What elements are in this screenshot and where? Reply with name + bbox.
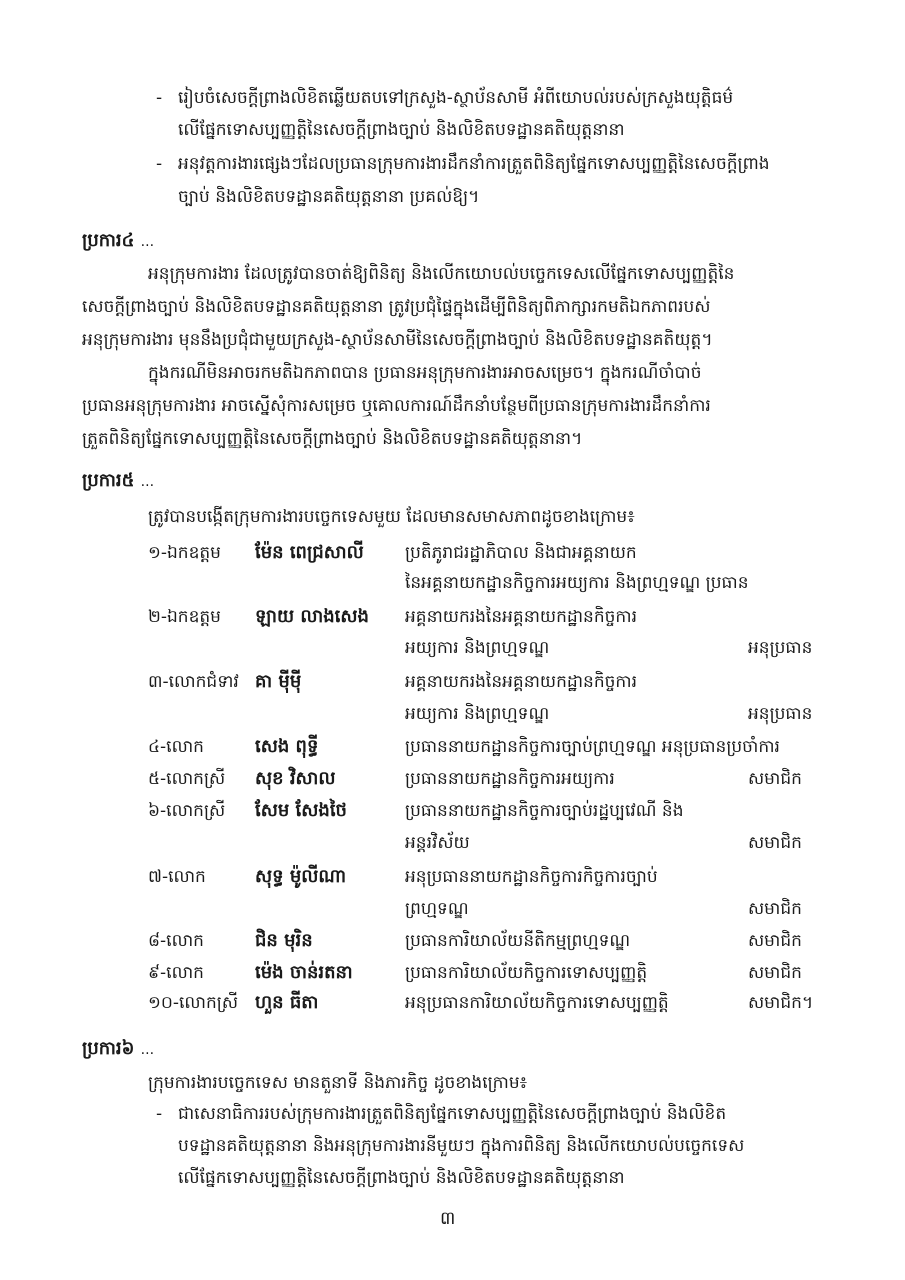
intro-bullet-2-line-1: អនុវត្តការងារផ្សេងៗដែលប្រធានក្រុមការងារដឹកនាំការត្រួតពិនិត្យផ្នែកទោសប្បញ្ញត្តិនៃសេចក្តីព្រាង	[178, 154, 770, 174]
member-4-prefix: ៤-លោក	[148, 737, 204, 757]
article-5-dots: ...	[140, 474, 155, 490]
bullet-dash: -	[156, 154, 163, 174]
member-5-role: សមាជិក	[748, 769, 802, 789]
member-6-prefix: ៦-លោកស្រី	[148, 801, 226, 821]
article-6-bullet-line-1: ជាសេនាធិការរបស់ក្រុមការងារត្រួតពិនិត្យផ្នែកទោសប្បញ្ញត្តិនៃសេចក្តីព្រាងច្បាប់ និងលិខិត	[178, 1104, 727, 1124]
member-3-name: គា មុីមុី	[255, 671, 302, 692]
member-10-prefix: ១០-លោកស្រី	[148, 993, 239, 1013]
article-4-title: ប្រការ៤	[82, 230, 135, 251]
bullet-dash: -	[156, 1104, 163, 1124]
article-5-title: ប្រការ៥	[82, 470, 135, 491]
member-2-role: អនុប្រធាន	[748, 638, 813, 658]
member-2-prefix: ២-ឯកឧត្តម	[148, 607, 221, 627]
member-6-position-line-1: ប្រធាននាយកដ្ឋានកិច្ចការច្បាប់រដ្ឋប្បវេណី និង	[405, 801, 684, 821]
member-8-prefix: ៨-លោក	[148, 931, 204, 951]
member-8-role: សមាជិក	[748, 931, 802, 951]
member-4-name: សេង ពុទ្ធី	[255, 736, 319, 757]
member-8-position-line-1: ប្រធានការិយាល័យនីតិកម្មព្រហ្មទណ្ឌ	[405, 931, 631, 951]
article-4-para2-line-2: ប្រធានអនុក្រុមការងារ អាចស្នើសុំការសម្រេច ឬគោលការណ៍ដឹកនាំបន្ថែមពីប្រធានក្រុមការងារដឹកនាំការ	[82, 396, 711, 416]
article-6-title: ប្រការ៦	[82, 1038, 135, 1059]
member-2-position-line-2: អយ្យការ និងព្រហ្មទណ្ឌ	[405, 638, 550, 658]
article-6-intro: ក្រុមការងារបច្ចេកទេស មានតួនាទី និងភារកិច្ច ដូចខាងក្រោម៖	[148, 1073, 528, 1093]
member-9-position-line-1: ប្រធានការិយាល័យកិច្ចការទោសប្បញ្ញត្តិ	[405, 963, 648, 983]
member-3-position-line-1: អគ្គនាយករងនៃអគ្គនាយកដ្ឋានកិច្ចការ	[405, 672, 638, 692]
article-5-intro: ត្រូវបានបង្កើតក្រុមការងារបច្ចេកទេសមួយ ដែលមានសមាសភាពដូចខាងក្រោម៖	[148, 507, 635, 527]
article-6-dots: ...	[140, 1042, 155, 1058]
member-1-position-line-1: ប្រតិភូរាជរដ្ឋាភិបាល និងជាអគ្គនាយក	[405, 543, 637, 563]
bullet-dash: -	[156, 88, 163, 108]
article-4-para1-line-1: អនុក្រុមការងារ ដែលត្រូវបានចាត់ឱ្យពិនិត្យ និងលើកយោបល់បច្ចេកទេសលើផ្នែកទោសប្បញ្ញត្តិនៃ	[148, 264, 735, 284]
intro-bullet-1-line-2: លើផ្នែកទោសប្បញ្ញត្តិនៃសេចក្តីព្រាងច្បាប់ និងលិខិតបទដ្ឋានគតិយុត្តនានា	[178, 120, 625, 140]
member-8-name: ជិន មុរិន	[255, 930, 313, 951]
member-9-role: សមាជិក	[748, 963, 802, 983]
member-7-name: សុទ្ធ ម៉ូលីណា	[255, 866, 347, 887]
member-9-prefix: ៩-លោក	[148, 963, 204, 983]
member-3-position-line-2: អយ្យការ និងព្រហ្មទណ្ឌ	[405, 704, 550, 724]
article-6-bullet-line-3: លើផ្នែកទោសប្បញ្ញត្តិនៃសេចក្តីព្រាងច្បាប់ និងលិខិតបទដ្ឋានគតិយុត្តនានា	[178, 1168, 625, 1188]
member-7-role: សមាជិក	[748, 899, 802, 919]
article-6-bullet-line-2: បទដ្ឋានគតិយុត្តនានា និងអនុក្រុមការងារនីមួយៗ ក្នុងការពិនិត្យ និងលើកយោបល់បច្ចេកទេស	[178, 1136, 745, 1156]
article-4-heading	[82, 226, 154, 256]
member-1-prefix: ១-ឯកឧត្តម	[148, 543, 221, 563]
member-10-position-line-1: អនុប្រធានការិយាល័យកិច្ចការទោសប្បញ្ញត្តិ	[405, 993, 669, 1013]
member-7-position-line-2: ព្រហ្មទណ្ឌ	[405, 899, 469, 919]
article-4-para2-line-1: ក្នុងករណីមិនអាចរកមតិឯកភាពបាន ប្រធានអនុក្រុមការងារអាចសម្រេច។ ក្នុងករណីចាំបាច់	[148, 363, 702, 383]
intro-bullet-2-line-2: ច្បាប់ និងលិខិតបទដ្ឋានគតិយុត្តនានា ប្រគល់ឱ្យ។	[178, 187, 480, 207]
article-5-heading	[82, 466, 154, 496]
member-5-position-line-1: ប្រធាននាយកដ្ឋានកិច្ចការអយ្យការ	[405, 769, 615, 789]
member-9-name: ម៉េង ចាន់រតនា	[255, 962, 353, 983]
member-3-prefix: ៣-លោកជំទាវ	[148, 672, 239, 692]
member-10-role: សមាជិក។	[748, 993, 814, 1013]
member-6-role: សមាជិក	[748, 833, 802, 853]
member-7-position-line-1: អនុប្រធាននាយកដ្ឋានកិច្ចការកិច្ចការច្បាប់	[405, 867, 658, 887]
article-4-para1-line-3: អនុក្រុមការងារ មុននឹងប្រជុំជាមួយក្រសួង-ស្ថាប័នសាមីនៃសេចក្តីព្រាងច្បាប់ និងលិខិតបទដ្ឋានគតិយុត្ត។	[82, 330, 713, 350]
article-4-para2-line-3: ត្រួតពិនិត្យផ្នែកទោសប្បញ្ញត្តិនៃសេចក្តីព្រាងច្បាប់ និងលិខិតបទដ្ឋានគតិយុត្តនានា។	[82, 429, 583, 449]
member-1-position-line-2: នៃអគ្គនាយកដ្ឋានកិច្ចការអយ្យការ និងព្រហ្មទណ្ឌ ប្រធាន	[405, 573, 749, 593]
member-2-name: ឡាយ លាងសេង	[255, 606, 369, 627]
member-7-prefix: ៧-លោក	[148, 867, 206, 887]
member-5-name: សុខ វិសាល	[255, 768, 336, 789]
member-6-position-line-2: អន្តរវិស័យ	[405, 833, 470, 853]
page-number: ៣	[440, 1208, 456, 1229]
member-6-name: សែម សែងថៃ	[255, 800, 347, 821]
member-4-position-line-1: ប្រធាននាយកដ្ឋានកិច្ចការច្បាប់ព្រហ្មទណ្ឌ អនុប្រធានប្រចាំការ	[405, 737, 780, 757]
article-6-heading	[82, 1034, 154, 1064]
member-3-role: អនុប្រធាន	[748, 704, 813, 724]
article-4-para1-line-2: សេចក្តីព្រាងច្បាប់ និងលិខិតបទដ្ឋានគតិយុត្តនានា ត្រូវប្រជុំផ្ទៃក្នុងដើម្បីពិនិត្យពិភាក្សារកមតិឯកភាពរបស់	[82, 297, 711, 317]
member-10-name: ហួន ធីតា	[255, 992, 319, 1013]
member-1-name: ម៉ែន ពេជ្រសាលី	[255, 542, 364, 563]
member-2-position-line-1: អគ្គនាយករងនៃអគ្គនាយកដ្ឋានកិច្ចការ	[405, 607, 638, 627]
article-4-dots: ...	[140, 234, 155, 250]
member-5-prefix: ៥-លោកស្រី	[148, 769, 226, 789]
intro-bullet-1-line-1: រៀបចំសេចក្តីព្រាងលិខិតឆ្លើយតបទៅក្រសួង-ស្ថាប័នសាមី អំពីយោបល់របស់ក្រសួងយុត្តិធម៌	[178, 88, 734, 108]
